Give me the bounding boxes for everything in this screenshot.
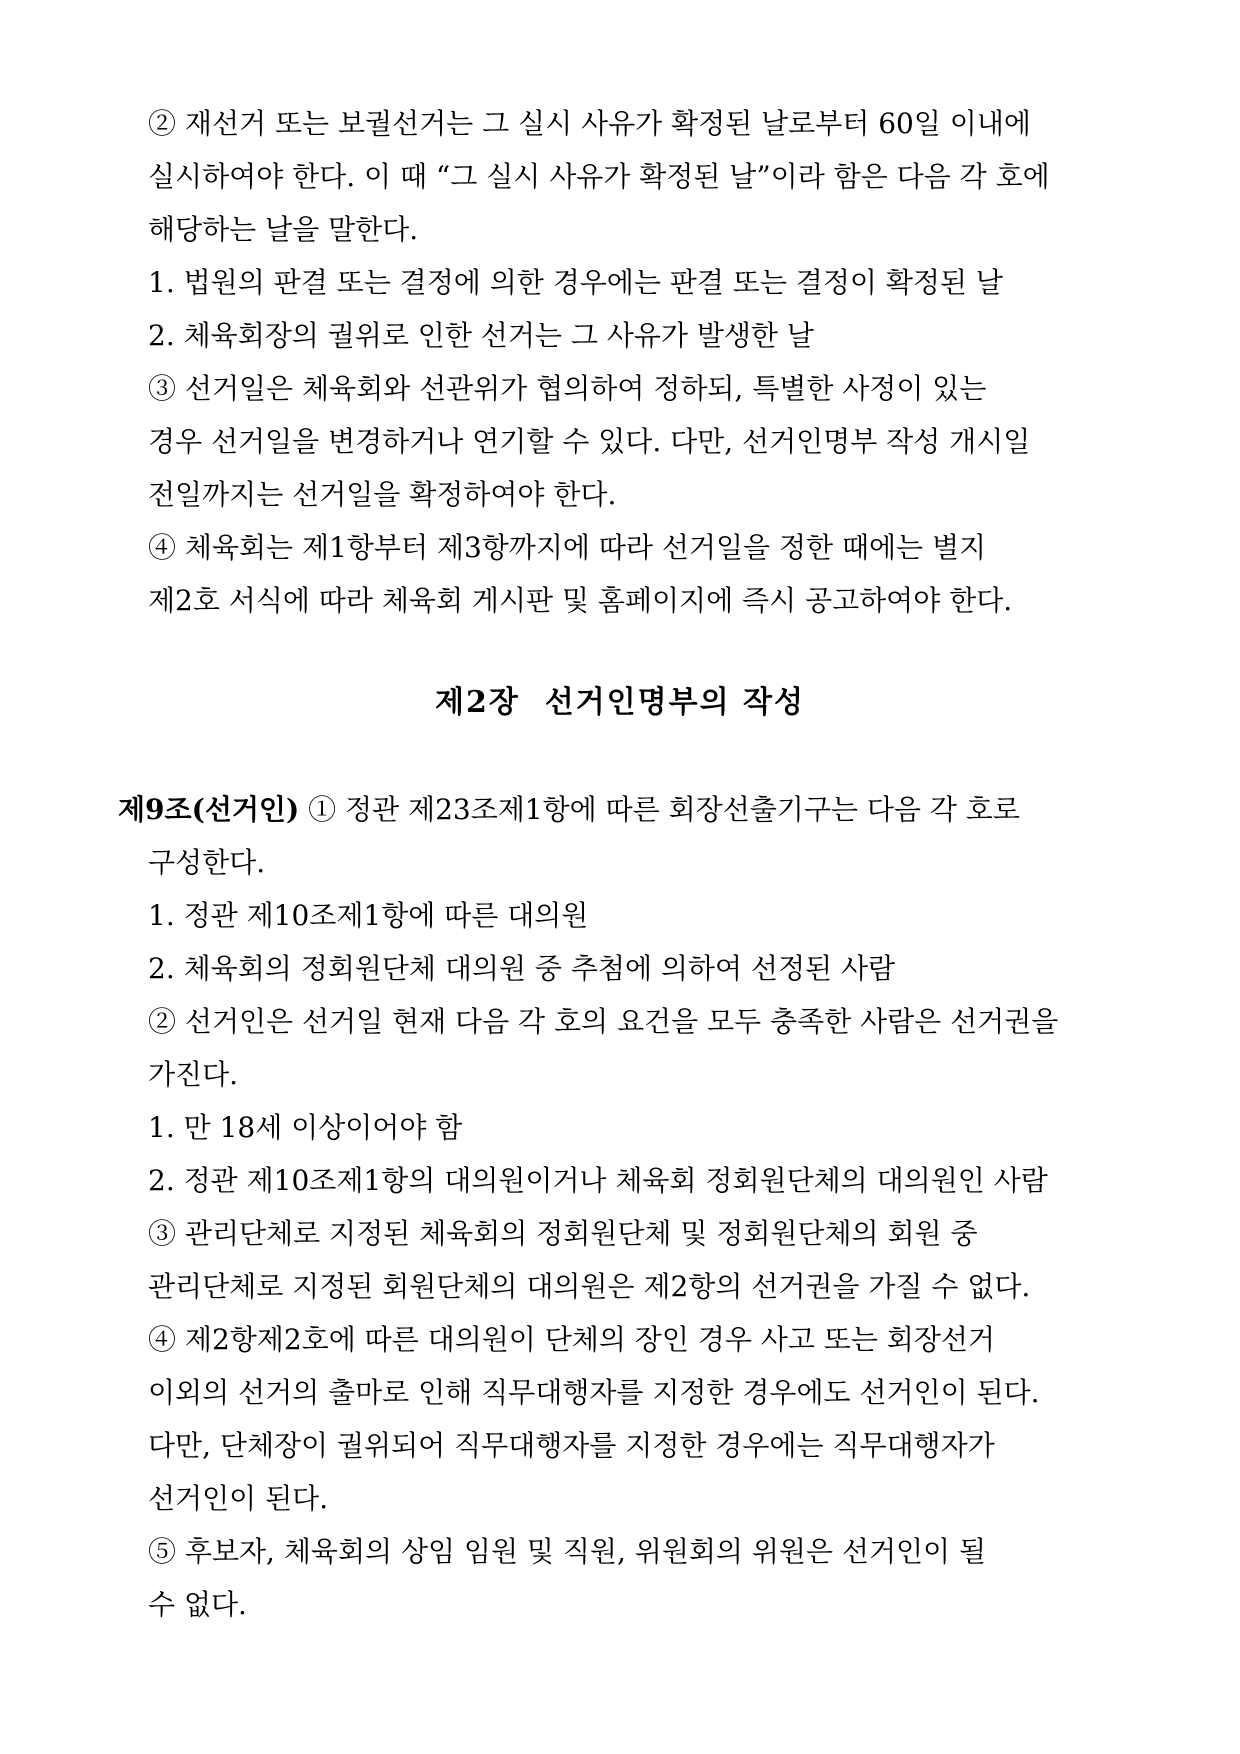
para-8-3-line-3: 전일까지는 선거일을 확정하여야 한다. [148, 478, 617, 511]
item-9-2-1: 1. 만 18세 이상이어야 함 [148, 1111, 463, 1144]
para-9-2-line-1: ② 선거인은 선거일 현재 다음 각 호의 요건을 모두 충족한 사람은 선거권을 [148, 1005, 1059, 1038]
article-9-title: 제9조(선거인) [118, 793, 300, 826]
chapter-title: 제2장 선거인명부의 작성 [434, 685, 805, 720]
item-9-1-1: 1. 정관 제10조제1항에 따른 대의원 [148, 899, 589, 932]
para-9-5-line-1: ⑤ 후보자, 체육회의 상임 임원 및 직원, 위원회의 위원은 선거인이 될 [148, 1535, 987, 1568]
para-8-4-line-1: ④ 체육회는 제1항부터 제3항까지에 따라 선거일을 정한 때에는 별지 [148, 531, 987, 564]
item-8-2-1: 1. 법원의 판결 또는 결정에 의한 경우에는 판결 또는 결정이 확정된 날 [148, 266, 1003, 299]
item-8-2-2: 2. 체육회장의 궐위로 인한 선거는 그 사유가 발생한 날 [148, 319, 814, 352]
para-8-3-line-1: ③ 선거일은 체육회와 선관위가 협의하여 정하되, 특별한 사정이 있는 [148, 372, 987, 405]
item-9-2-2: 2. 정관 제10조제1항의 대의원이거나 체육회 정회원단체의 대의원인 사람 [148, 1164, 1048, 1197]
para-8-2-line-2: 실시하여야 한다. 이 때 “그 실시 사유가 확정된 날”이라 함은 다음 각 호에 [148, 160, 1050, 193]
para-9-5-line-2: 수 없다. [148, 1588, 247, 1621]
para-9-4-line-4: 선거인이 된다. [148, 1482, 329, 1515]
para-9-2-line-2: 가진다. [148, 1058, 239, 1091]
para-9-3-line-1: ③ 관리단체로 지정된 체육회의 정회원단체 및 정회원단체의 회원 중 [148, 1217, 978, 1250]
para-9-4-line-2: 이외의 선거의 출마로 인해 직무대행자를 지정한 경우에도 선거인이 된다. [148, 1376, 1040, 1409]
para-8-2-line-3: 해당하는 날을 말한다. [148, 213, 419, 246]
article-9-1-line-2: 구성한다. [148, 846, 266, 879]
para-9-3-line-2: 관리단체로 지정된 회원단체의 대의원은 제2항의 선거권을 가질 수 없다. [148, 1270, 1031, 1303]
article-9-line-1 [118, 783, 1096, 836]
item-9-1-2: 2. 체육회의 정회원단체 대의원 중 추첨에 의하여 선정된 사람 [148, 952, 896, 985]
para-9-4-line-3: 다만, 단체장이 궐위되어 직무대행자를 지정한 경우에는 직무대행자가 [148, 1429, 995, 1462]
article-9-1-text: ① 정관 제23조제1항에 따른 회장선출기구는 다음 각 호로 [299, 793, 1020, 826]
para-9-4-line-1: ④ 제2항제2호에 따른 대의원이 단체의 장인 경우 사고 또는 회장선거 [148, 1323, 995, 1356]
para-8-3-line-2: 경우 선거일을 변경하거나 연기할 수 있다. 다만, 선거인명부 작성 개시일 [148, 425, 1031, 458]
para-8-2-line-1: ② 재선거 또는 보궐선거는 그 실시 사유가 확정된 날로부터 60일 이내에 [148, 107, 1031, 140]
para-8-4-line-2: 제2호 서식에 따라 체육회 게시판 및 홈페이지에 즉시 공고하여야 한다. [148, 584, 1013, 617]
